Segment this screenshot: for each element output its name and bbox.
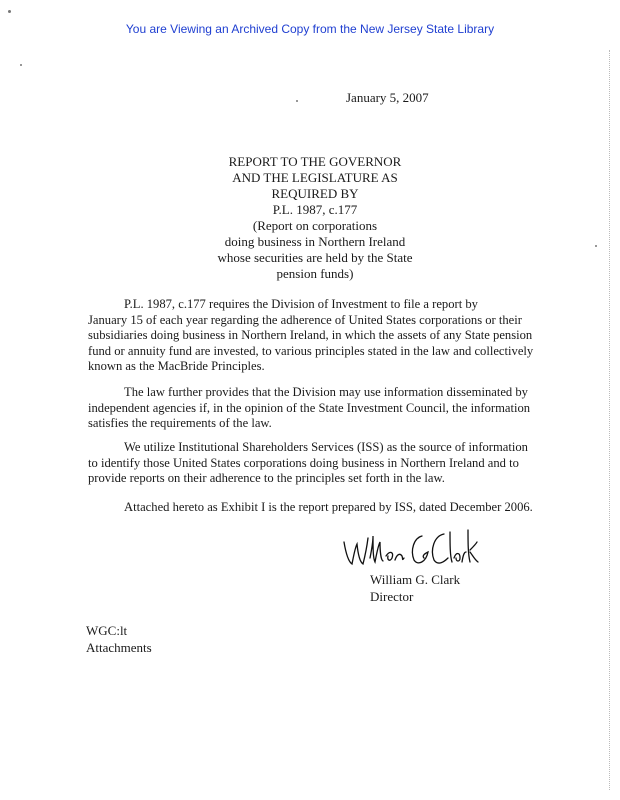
archive-banner: You are Viewing an Archived Copy from the New Jersey State Library [125, 22, 495, 36]
paragraph-line: P.L. 1987, c.177 requires the Division of Investment to file a report by [124, 297, 478, 311]
signatory-title: Director [370, 589, 414, 604]
title-line: whose securities are held by the State [217, 250, 413, 265]
title-line: pension funds) [276, 266, 354, 281]
paragraph-exhibit [88, 500, 532, 516]
title-line: REPORT TO THE GOVERNOR [228, 154, 402, 169]
paragraph-line: January 15 of each year regarding the adherence of United States corporations or their [88, 312, 522, 327]
scan-speck [20, 64, 22, 66]
report-title [200, 154, 430, 282]
paragraph-line: to identify those United States corporations doing business in Northern Ireland and to [88, 455, 519, 470]
title-line: P.L. 1987, c.177 [272, 202, 358, 217]
title-line: AND THE LEGISLATURE AS [232, 170, 398, 185]
title-line: doing business in Northern Ireland [224, 234, 406, 249]
paragraph-line: Attached hereto as Exhibit I is the report prepared by ISS, dated December 2006. [124, 500, 533, 514]
typist-initials: WGC:lt [86, 623, 128, 638]
letter-date: January 5, 2007 [346, 90, 429, 105]
paragraph-iss-source [88, 440, 532, 487]
title-line: REQUIRED BY [271, 186, 359, 201]
paragraph-line: independent agencies if, in the opinion of the State Investment Council, the information [88, 400, 531, 415]
paragraph-line: known as the MacBride Principles. [88, 359, 265, 373]
scan-speck [595, 245, 597, 247]
paragraph-line: The law further provides that the Division may use information disseminated by [124, 385, 528, 399]
footer-notes [86, 622, 152, 656]
signatory-block [370, 571, 460, 605]
scan-speck [296, 100, 298, 102]
handwritten-signature [340, 528, 480, 570]
paragraph-line: fund or annuity fund are invested, to various principles stated in the law and collectively [88, 343, 534, 358]
paragraph-line: We utilize Institutional Shareholders Services (ISS) as the source of information [124, 440, 528, 454]
scan-edge-marks [607, 50, 610, 790]
paragraph-line: subsidiaries doing business in Northern Ireland, in which the assets of any State pension [88, 328, 533, 342]
title-line: (Report on corporations [252, 218, 378, 233]
paragraph-line: provide reports on their adherence to the principles set forth in the law. [88, 471, 445, 485]
paragraph-line: satisfies the requirements of the law. [88, 416, 272, 430]
paragraph-requirement [88, 297, 532, 375]
attachments-note: Attachments [86, 640, 152, 655]
paragraph-law-provision [88, 385, 532, 432]
signatory-name: William G. Clark [370, 572, 461, 587]
scan-speck [8, 10, 11, 13]
